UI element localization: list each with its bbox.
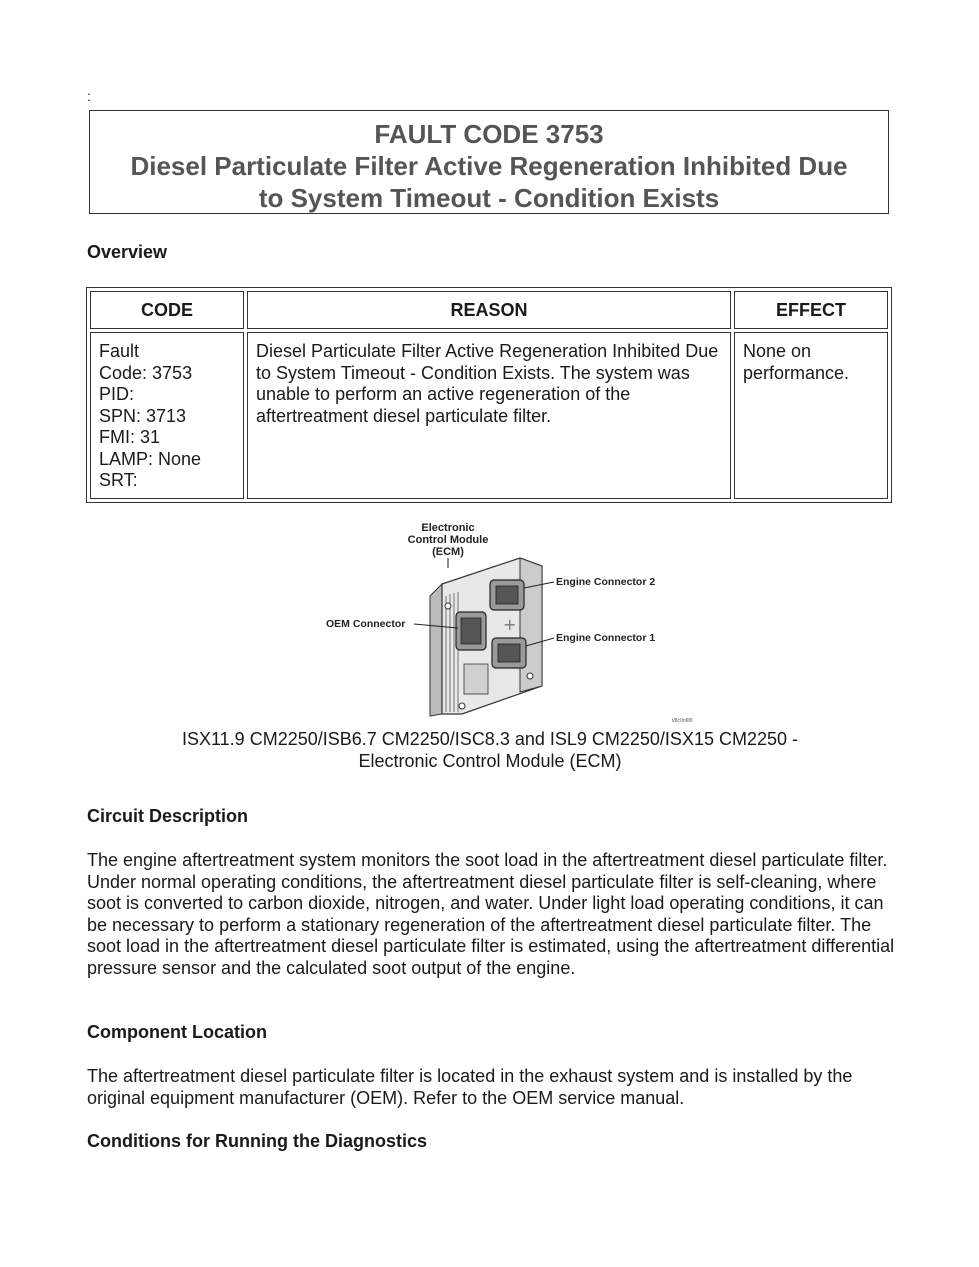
figure-caption	[90, 729, 890, 772]
circuit-description-heading: Circuit Description	[87, 806, 249, 826]
conditions-heading: Conditions for Running the Diagnostics	[87, 1131, 427, 1151]
code-line: FMI: 31	[99, 427, 161, 447]
component-location-text: The aftertreatment diesel particulate filter is located in the exhaust system and is installed by the original equipment manufacturer (OEM). Refer to the OEM service manual.	[87, 1066, 853, 1108]
fault-description-line-2: to System Timeout - Condition Exists	[258, 183, 720, 213]
code-line: Code: 3753	[99, 362, 193, 383]
circuit-description-text: The engine aftertreatment system monitors the soot load in the aftertreatment diesel particulate filter. Under normal operating conditions, the aftertreatment diesel particulate filter is self-cleaning, where soot is converted to carbon dioxide, nitrogen, and water. Under light load operating conditions, it can be necessary to perform a stationary regeneration of the aftertreatment diesel particulate filter. The soot load in the aftertreatment diesel particulate filter is estimated, using the aftertreatment differential pressure sensor and the calculated soot output of the engine.	[87, 850, 895, 978]
engine-connector-1-label: Engine Connector 1	[556, 632, 656, 644]
fault-description-line-1: Diesel Particulate Filter Active Regeneration Inhibited Due	[130, 151, 848, 181]
effect-cell: None on performance.	[734, 332, 888, 499]
engine-connector-2-label: Engine Connector 2	[556, 576, 656, 588]
overview-heading: Overview	[87, 242, 168, 262]
code-line: SPN: 3713	[99, 405, 187, 426]
svg-text:+: +	[503, 615, 517, 634]
fault-code-title: FAULT CODE 3753	[374, 119, 604, 149]
code-line: Fault	[99, 341, 140, 361]
reason-cell: Diesel Particulate Filter Active Regeneration Inhibited Due to System Timeout - Condition Exists. The system was unable to perform an active regeneration of the aftertreatment diesel particulate filter.	[247, 332, 731, 499]
code-line: SRT:	[99, 470, 138, 490]
page-colon: :	[87, 88, 91, 104]
caption-line-1: ISX11.9 CM2250/ISB6.7 CM2250/ISC8.3 and ISL9 CM2250/ISX15 CM2250 -	[181, 729, 799, 749]
ecm-label-line-1: Electronic	[421, 522, 475, 534]
column-header-effect: EFFECT	[734, 291, 888, 329]
fault-code-title-box	[89, 110, 889, 214]
caption-line-2: Electronic Control Module (ECM)	[358, 750, 622, 771]
code-line: PID:	[99, 384, 135, 404]
component-location-heading: Component Location	[87, 1022, 267, 1042]
code-cell	[90, 332, 244, 499]
table-header-row	[90, 291, 888, 329]
figure-reference-code: t/8c0n6f0	[672, 718, 693, 724]
column-header-code: CODE	[90, 291, 244, 329]
ecm-label-line-2: Control Module	[407, 534, 489, 546]
oem-connector-label: OEM Connector	[326, 618, 406, 630]
column-header-reason: REASON	[247, 291, 731, 329]
ecm-diagram	[320, 516, 700, 724]
fault-code-table	[86, 287, 892, 503]
ecm-label-line-3: (ECM)	[432, 546, 464, 558]
code-line: LAMP: None	[99, 448, 202, 469]
table-row	[90, 332, 888, 499]
ecm-module-illustration	[430, 558, 542, 716]
